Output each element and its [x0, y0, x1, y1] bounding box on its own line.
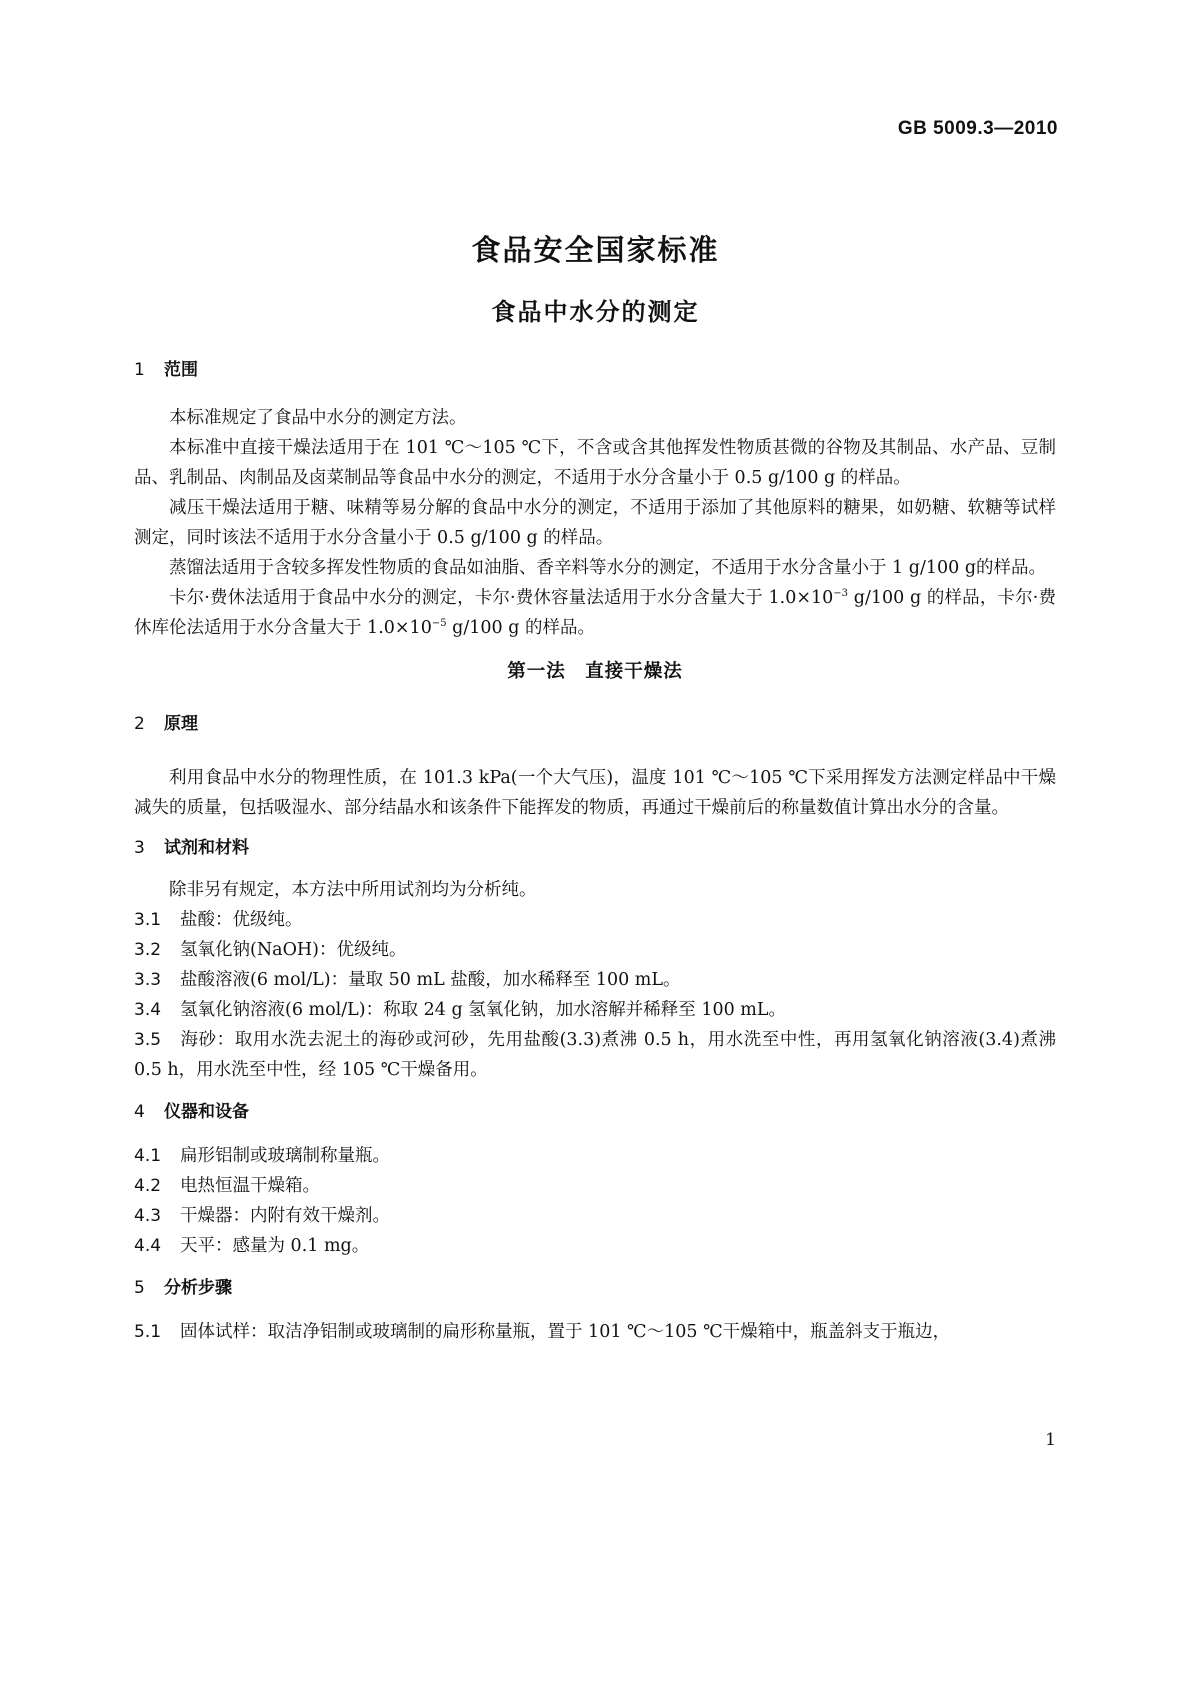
- page-number: 1: [1045, 1430, 1056, 1450]
- section-heading-procedure: [134, 1273, 1056, 1303]
- scope-paragraph-4: 蒸馏法适用于含较多挥发性物质的食品如油脂、香辛料等水分的测定，不适用于水分含量小于 1 g/100 g的样品。: [169, 558, 1047, 578]
- scope-paragraph-5: [134, 583, 1056, 643]
- exponent-2: −5: [431, 618, 447, 630]
- list-item: [134, 1025, 1056, 1085]
- item-text: 固体试样：取洁净铝制或玻璃制的扁形称量瓶，置于 101 ℃～105 ℃干燥箱中，瓶盖斜支于瓶边，: [180, 1322, 951, 1342]
- item-text: 扁形铝制或玻璃制称量瓶。: [180, 1146, 390, 1166]
- scope-p5-text-3: g/100 g 的样品。: [446, 618, 595, 638]
- item-text: 盐酸溶液(6 mol/L)：量取 50 mL 盐酸，加水稀释至 100 mL。: [180, 970, 681, 990]
- item-text: 电热恒温干燥箱。: [180, 1176, 320, 1196]
- section-title: 分析步骤: [164, 1278, 232, 1298]
- section-number: 1: [134, 360, 145, 380]
- item-number: 5.1: [134, 1322, 162, 1342]
- scope-p5-text-2: g/100 g 的样品，卡尔·费休库伦法适用于水分含量大于 1.0×10: [134, 588, 1056, 638]
- item-number: 3.4: [134, 1000, 162, 1020]
- item-text: 干燥器：内附有效干燥剂。: [180, 1206, 390, 1226]
- scope-paragraph-2: 本标准中直接干燥法适用于在 101 ℃～105 ℃下，不含或含其他挥发性物质甚微的谷物及其制品、水产品、豆制品、乳制品、肉制品及卤菜制品等食品中水分的测定，不适用于水分含量小于 0.5 g/100 g 的样品。: [134, 438, 1056, 488]
- method-title: 第一法 直接干燥法: [507, 661, 683, 682]
- item-number: 4.4: [134, 1236, 162, 1256]
- scope-p5-text-1: 卡尔·费休法适用于食品中水分的测定，卡尔·费休容量法适用于水分含量大于 1.0×10: [169, 588, 834, 608]
- list-item: [134, 965, 1056, 995]
- list-item: [134, 935, 1056, 965]
- exponent-1: −3: [833, 588, 849, 600]
- section-number: 4: [134, 1102, 145, 1122]
- item-number: 3.2: [134, 940, 162, 960]
- item-text: 氢氧化钠溶液(6 mol/L)：称取 24 g 氢氧化钠，加水溶解并稀释至 100 mL。: [180, 1000, 786, 1020]
- item-number: 3.1: [134, 910, 162, 930]
- scope-paragraph-1: 本标准规定了食品中水分的测定方法。: [169, 408, 467, 428]
- document-body: [134, 355, 1056, 1347]
- item-number: 4.2: [134, 1176, 162, 1196]
- list-item: [134, 905, 1056, 935]
- item-text: 海砂：取用水洗去泥土的海砂或河砂，先用盐酸(3.3)煮沸 0.5 h，用水洗至中性，再用氢氧化钠溶液(3.4)煮沸 0.5 h，用水洗至中性，经 105 ℃干燥备用。: [134, 1030, 1056, 1080]
- list-item: [134, 995, 1056, 1025]
- section-heading-scope: [134, 355, 1056, 385]
- list-item: [134, 1141, 1056, 1171]
- standard-code: GB 5009.3—2010: [897, 118, 1058, 139]
- section-title: 仪器和设备: [164, 1102, 249, 1122]
- section-number: 3: [134, 838, 145, 858]
- section-heading-principle: [134, 709, 1056, 739]
- item-number: 3.3: [134, 970, 162, 990]
- item-number: 4.1: [134, 1146, 162, 1166]
- list-item: [134, 1231, 1056, 1261]
- document-subtitle: 食品中水分的测定: [491, 298, 700, 326]
- item-text: 盐酸：优级纯。: [180, 910, 303, 930]
- section-title: 原理: [164, 714, 198, 734]
- section-title: 试剂和材料: [164, 838, 249, 858]
- item-text: 氢氧化钠(NaOH)：优级纯。: [180, 940, 407, 960]
- reagents-intro: 除非另有规定，本方法中所用试剂均为分析纯。: [169, 880, 537, 900]
- section-number: 5: [134, 1278, 145, 1298]
- section-title: 范围: [164, 360, 198, 380]
- section-heading-apparatus: [134, 1097, 1056, 1127]
- item-number: 4.3: [134, 1206, 162, 1226]
- principle-paragraph: 利用食品中水分的物理性质，在 101.3 kPa(一个大气压)，温度 101 ℃～105 ℃下采用挥发方法测定样品中干燥减失的质量，包括吸湿水、部分结晶水和该条件下能挥发的物质，再通过干燥前后的称量数值计算出水分的含量。: [134, 768, 1056, 818]
- scope-paragraph-3: 减压干燥法适用于糖、味精等易分解的食品中水分的测定，不适用于添加了其他原料的糖果，如奶糖、软糖等试样测定，同时该法不适用于水分含量小于 0.5 g/100 g 的样品。: [134, 498, 1056, 548]
- section-heading-reagents: [134, 833, 1056, 863]
- item-text: 天平：感量为 0.1 mg。: [180, 1236, 370, 1256]
- list-item: [134, 1317, 1056, 1347]
- item-number: 3.5: [134, 1030, 162, 1050]
- document-title: 食品安全国家标准: [471, 233, 720, 267]
- list-item: [134, 1201, 1056, 1231]
- list-item: [134, 1171, 1056, 1201]
- section-number: 2: [134, 714, 145, 734]
